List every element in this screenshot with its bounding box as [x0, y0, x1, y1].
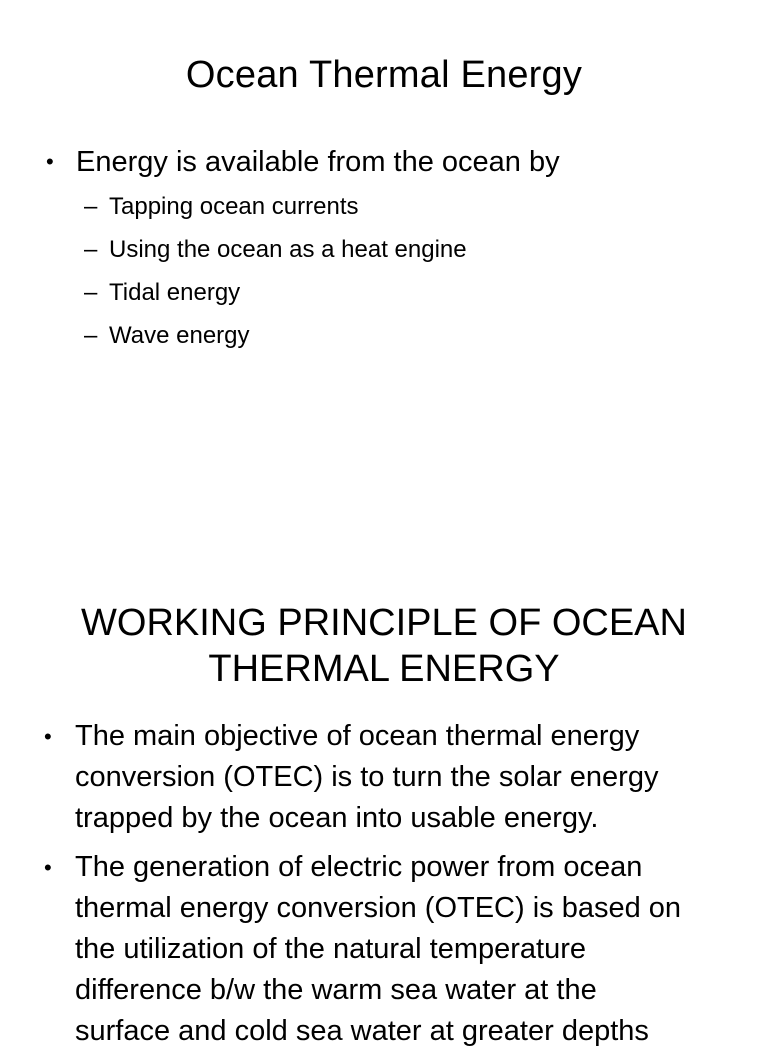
bullet-text: Energy is available from the ocean by — [76, 146, 560, 178]
sub-bullet-text: Wave energy — [109, 322, 250, 349]
paragraph-line: surface and cold sea water at greater depths — [75, 1015, 649, 1047]
sub-bullet-text: Tapping ocean currents — [109, 193, 359, 220]
title-line: WORKING PRINCIPLE OF OCEAN — [81, 602, 687, 644]
slide-title — [0, 600, 768, 692]
sub-bullet-list — [84, 190, 467, 362]
title-line: THERMAL ENERGY — [208, 648, 560, 690]
sub-bullet-item — [84, 319, 467, 362]
paragraph-line: the utilization of the natural temperature — [75, 933, 587, 965]
bullet-marker: • — [44, 855, 52, 880]
paragraph-line: The generation of electric power from ocean — [75, 851, 643, 883]
slide-ocean-thermal-energy — [0, 0, 768, 520]
paragraph-line: trapped by the ocean into usable energy. — [75, 802, 599, 834]
slide-working-principle — [0, 580, 768, 1047]
sub-bullet-item — [84, 233, 467, 276]
sub-bullet-item — [84, 190, 467, 233]
paragraph-line: The main objective of ocean thermal energy — [75, 720, 640, 752]
dash-marker: – — [84, 322, 98, 349]
sub-bullet-item — [84, 276, 467, 319]
bullet-marker: • — [44, 724, 52, 749]
slide-title: Ocean Thermal Energy — [185, 54, 583, 96]
sub-bullet-text: Tidal energy — [109, 279, 241, 306]
paragraph-line: thermal energy conversion (OTEC) is based on — [75, 892, 682, 924]
sub-bullet-text: Using the ocean as a heat engine — [109, 236, 467, 263]
paragraph-line: difference b/w the warm sea water at the — [75, 974, 597, 1006]
paragraph-line: conversion (OTEC) is to turn the solar energy — [75, 761, 659, 793]
dash-marker: – — [84, 279, 98, 306]
bullet-marker: • — [46, 149, 54, 174]
dash-marker: – — [84, 193, 98, 220]
dash-marker: – — [84, 236, 98, 263]
